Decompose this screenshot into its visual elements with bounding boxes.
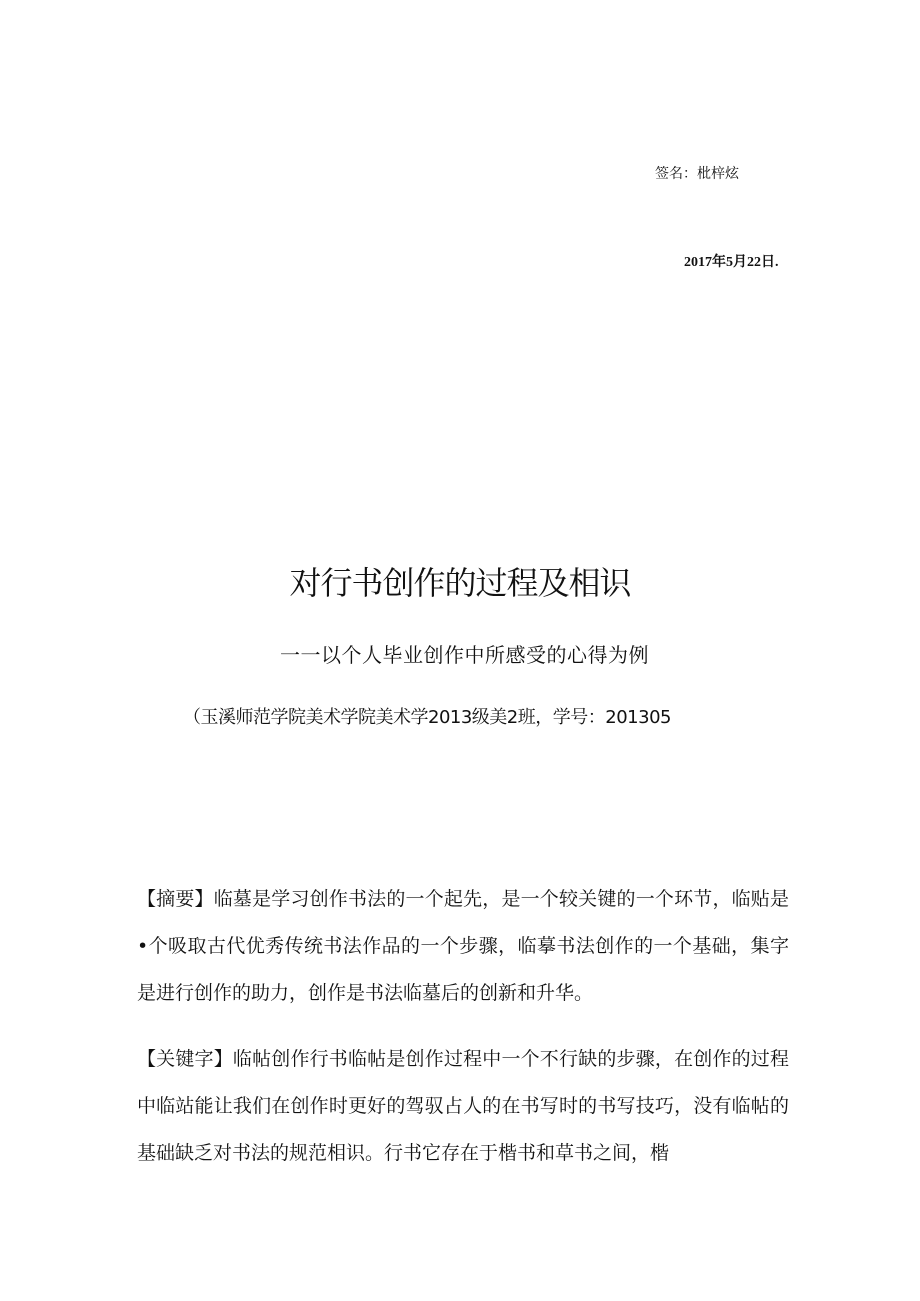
abstract-paragraph	[137, 876, 789, 1017]
keywords-text: 临帖创作行书临帖是创作过程中一个不行缺的步骤，在创作的过程中临站能让我们在创作时更好的驾驭占人的在书写时的书写技巧，没有临帖的基础缺乏对书法的规范相识。行书它存在于楷书和草书之间，楷	[137, 1048, 789, 1164]
abstract-label: 【摘要】	[137, 888, 214, 910]
abstract-text: 临墓是学习创作书法的一个起先，是一个较关键的一个环节，临贴是•个吸取古代优秀传统书法作品的一个步骤，临摹书法创作的一个基础，集字是进行创作的助力，创作是书法临墓后的创新和升华。	[137, 888, 789, 1004]
date-line: 2017年5月22日.	[684, 255, 779, 270]
keywords-label: 【关键字】	[137, 1048, 233, 1070]
keywords-paragraph	[137, 1036, 789, 1177]
author-affiliation: （玉溪师范学院美术学院美术学2013级美2班，学号：201305	[183, 707, 671, 728]
document-subtitle: 一一以个人毕业创作中所感受的心得为例	[280, 643, 649, 667]
signature-line: 签名：枇梓炫	[655, 166, 739, 182]
document-title: 对行书创作的过程及相识	[289, 564, 631, 602]
